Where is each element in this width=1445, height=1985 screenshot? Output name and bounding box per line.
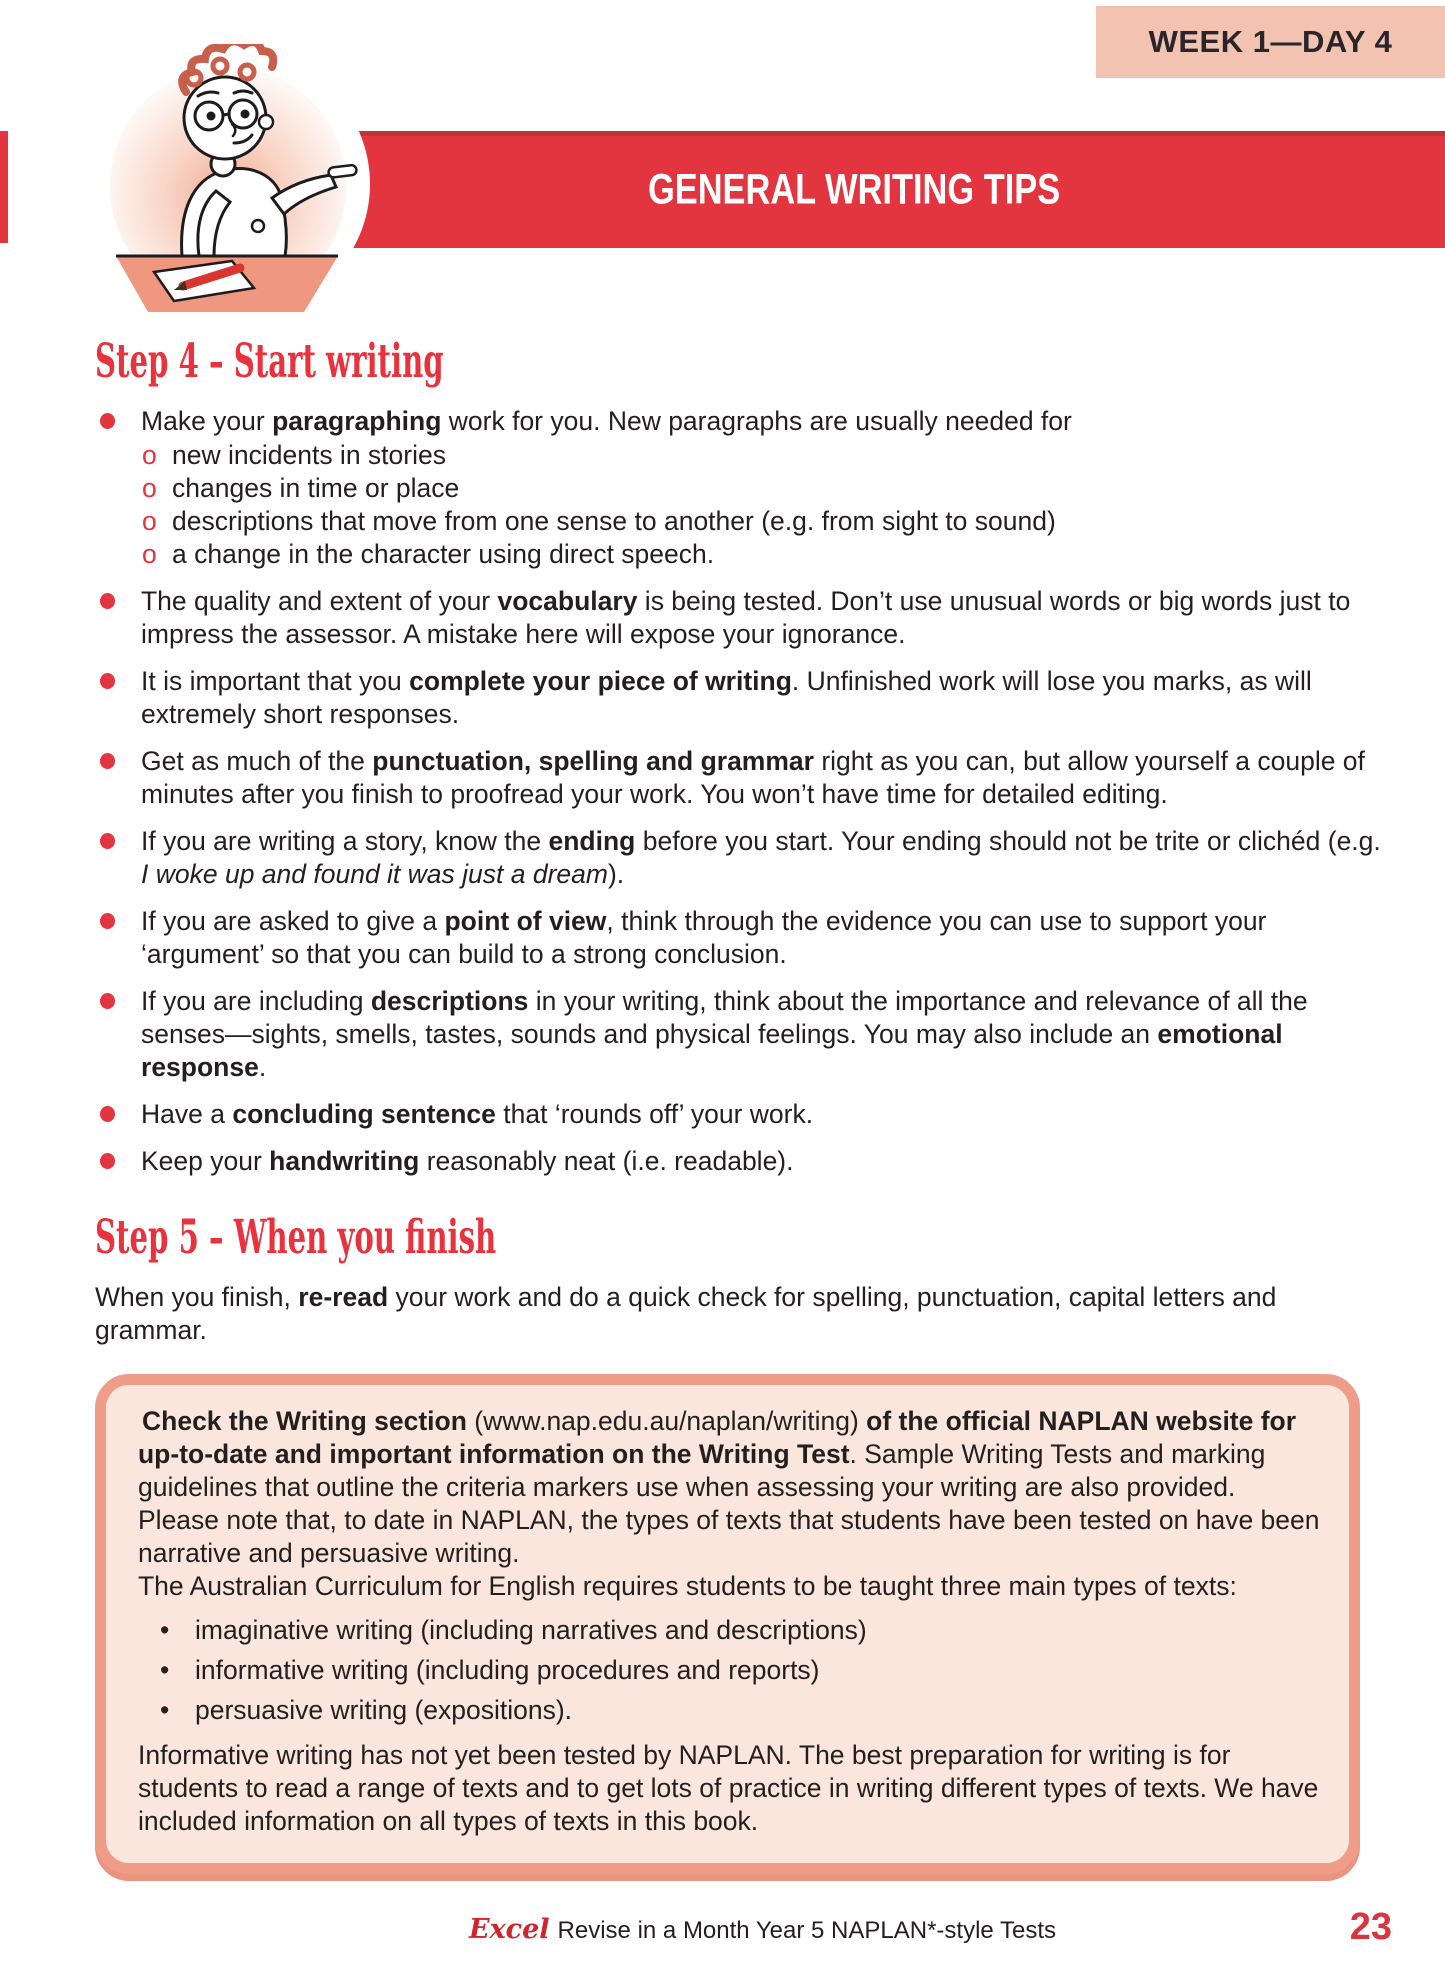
text-type-item [138, 1654, 1321, 1687]
bullet-dot-icon [100, 673, 115, 689]
page-number: 23 [1349, 1906, 1392, 1948]
thinking-boy-svg [82, 44, 370, 316]
sub-tip-item [141, 538, 1387, 571]
dot-bullet-icon: • [160, 1695, 170, 1725]
sub-tip-text: changes in time or place [172, 473, 460, 503]
tip-item [95, 985, 1387, 1084]
circle-bullet-icon: o [142, 539, 157, 569]
dot-bullet-icon: • [160, 1615, 170, 1645]
info-box-paragraph-2: The Australian Curriculum for English requires students to be taught three main types of texts: [138, 1571, 1237, 1601]
text-type-label: informative writing (including procedures and reports) [195, 1655, 820, 1685]
step4-heading: Step 4 – Start writing [95, 334, 444, 389]
page-content [95, 334, 1387, 1874]
bullet-dot-icon [100, 833, 115, 849]
footer-text: Revise in a Month Year 5 NAPLAN*-style Tests [557, 1917, 1057, 1944]
bullet-dot-icon [100, 993, 115, 1009]
bullet-dot-icon [100, 1153, 115, 1169]
tip-item [95, 585, 1387, 651]
step5-section [95, 1210, 1387, 1347]
week-day-banner [1096, 6, 1445, 78]
tip-item [95, 905, 1387, 971]
left-edge-stripe [0, 131, 8, 243]
circle-bullet-icon: o [142, 440, 157, 470]
text-types-list [138, 1614, 1321, 1727]
tip-item [95, 665, 1387, 731]
tip-text: Keep your handwriting reasonably neat (i.e. readable). [141, 1146, 794, 1176]
thinking-boy-illustration [82, 44, 370, 316]
tip-text: Make your paragraphing work for you. New paragraphs are usually needed for [141, 406, 1072, 436]
title-banner [229, 131, 1445, 248]
tip-item [95, 1145, 1387, 1178]
text-type-label: persuasive writing (expositions). [195, 1695, 573, 1725]
circle-bullet-icon: o [142, 473, 157, 503]
sub-tip-text: new incidents in stories [172, 440, 446, 470]
info-box-paragraph-1: Check the Writing section (www.nap.edu.au/naplan/writing) of the official NAPLAN website for up-to-date and important information on the Writing Test. Sample Writing Tests and marking guidelines that outline the criteria markers use when assessing your writing are also provided. Please note that, to date in NAPLAN, the types of texts that students have been tested on have been narrative and persuasive writing. [138, 1406, 1320, 1568]
tip-text: If you are including descriptions in your writing, think about the importance and relevance of all the senses—sights, smells, tastes, sounds and physical feelings. You may also include an emotional response. [141, 986, 1308, 1082]
brand-logo: Excel [468, 1914, 550, 1945]
tip-text: If you are writing a story, know the ending before you start. Your ending should not be trite or clichéd (e.g. I woke up and found it was just a dream). [141, 826, 1381, 889]
text-type-item [138, 1694, 1321, 1727]
step5-heading: Step 5 – When you finish [95, 1210, 497, 1265]
text-type-label: imaginative writing (including narratives and descriptions) [195, 1615, 867, 1645]
tip-sub-list [141, 439, 1387, 571]
sub-tip-text: descriptions that move from one sense to another (e.g. from sight to sound) [172, 506, 1056, 536]
step4-bullet-list [95, 405, 1387, 1178]
tip-text: If you are asked to give a point of view, think through the evidence you can use to support your ‘argument’ so that you can build to a strong conclusion. [141, 906, 1267, 969]
tip-text: Get as much of the punctuation, spelling and grammar right as you can, but allow yourself a couple of minutes after you finish to proofread your work. You won’t have time for detailed editing. [141, 746, 1365, 809]
bullet-dot-icon [100, 753, 115, 769]
tip-text: Have a concluding sentence that ‘rounds off’ your work. [141, 1099, 814, 1129]
sub-tip-item [141, 505, 1387, 538]
step5-intro: When you finish, re-read your work and do a quick check for spelling, punctuation, capital letters and grammar. [95, 1282, 1277, 1345]
bullet-dot-icon [100, 413, 115, 429]
info-box-paragraph-3: Informative writing has not yet been tested by NAPLAN. The best preparation for writing is for students to read a range of texts and to get lots of practice in writing different types of texts. We have included information on all types of texts in this book. [138, 1740, 1319, 1836]
bullet-dot-icon [100, 1106, 115, 1122]
tip-item [95, 405, 1387, 571]
week-day-label: WEEK 1—DAY 4 [1148, 24, 1393, 59]
tip-text: It is important that you complete your piece of writing. Unfinished work will lose you marks, as will extremely short responses. [141, 666, 1312, 729]
dot-bullet-icon: • [160, 1655, 170, 1685]
circle-bullet-icon: o [142, 506, 157, 536]
sub-tip-item [141, 472, 1387, 505]
bullet-dot-icon [100, 913, 115, 929]
tip-item [95, 1098, 1387, 1131]
page-title: GENERAL WRITING TIPS [648, 165, 1061, 214]
sub-tip-item [141, 439, 1387, 472]
naplan-info-box [95, 1374, 1360, 1874]
tip-item [95, 745, 1387, 811]
page-footer [0, 1914, 1445, 1945]
sub-tip-text: a change in the character using direct speech. [172, 539, 715, 569]
tip-text: The quality and extent of your vocabulary is being tested. Don’t use unusual words or big words just to impress the assessor. A mistake here will expose your ignorance. [141, 586, 1351, 649]
text-type-item [138, 1614, 1321, 1647]
tip-item [95, 825, 1387, 891]
bullet-dot-icon [100, 593, 115, 609]
